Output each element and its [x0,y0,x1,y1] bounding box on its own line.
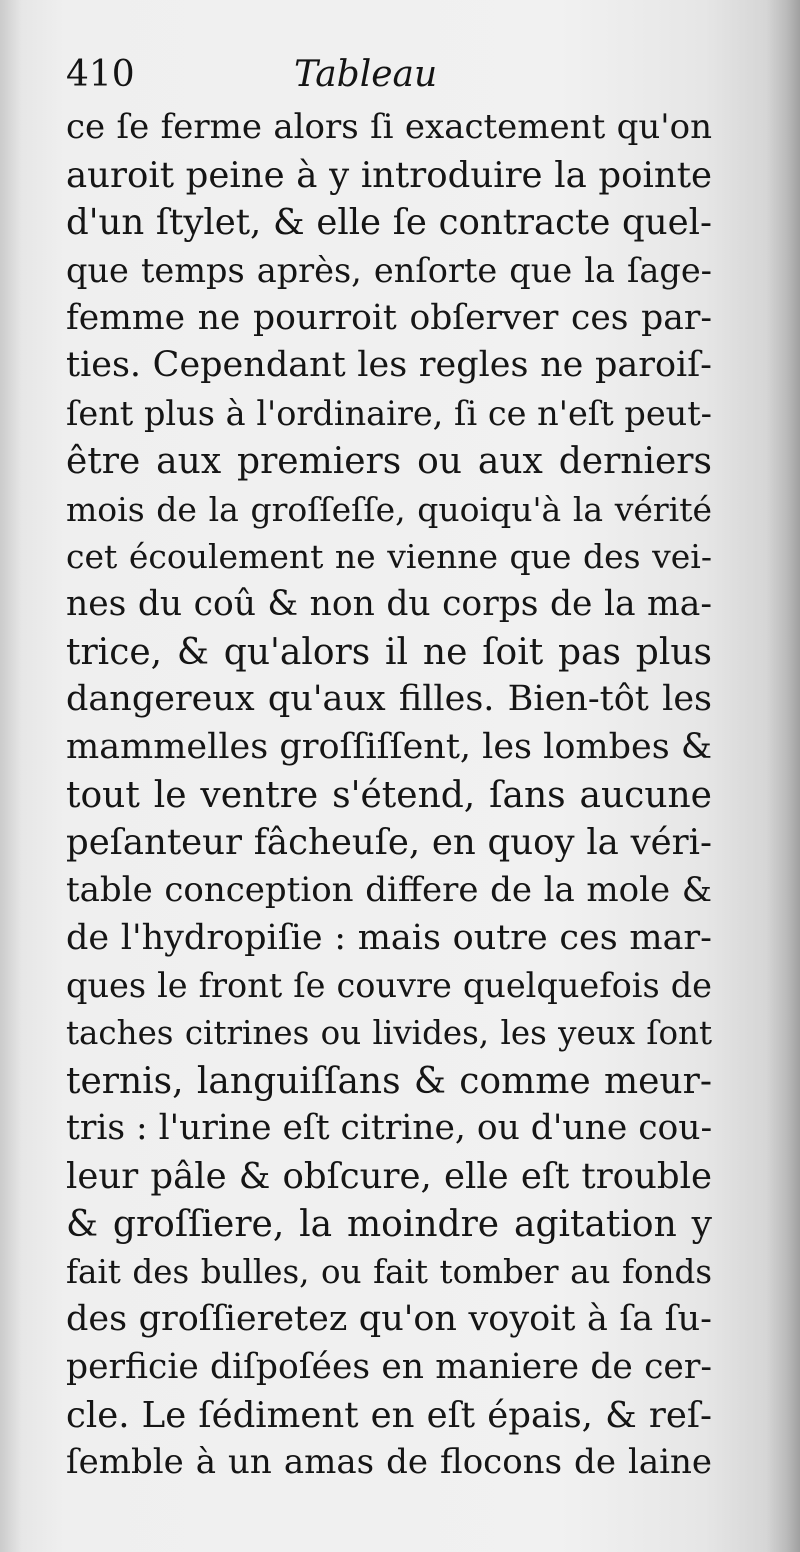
text-line: ties. Cependant les regles ne paroiſ- [66,345,712,386]
text-line: des groſſieretez qu'on voyoit à ſa ſu- [66,1299,712,1340]
text-line: peſanteur fâcheuſe, en quoy la véri- [66,822,712,864]
text-line: ſemble à un amas de flocons de laine [66,1442,712,1483]
text-line: ques le front ſe couvre quelquefois de [66,966,712,1006]
text-line: trice, & qu'alors il ne ſoit pas plus [66,631,712,673]
text-line: dangereux qu'aux filles. Bien-tôt les [66,679,712,720]
text-line: d'un ſtylet, & elle ſe contracte quel- [66,202,712,244]
text-line: mois de la groſſeſſe, quoiqu'à la vérité [66,489,712,529]
running-title: Tableau [294,54,438,95]
text-line: cet écoulement ne vienne que des vei- [66,537,712,577]
text-line: & groſſiere, la moindre agitation y [66,1203,712,1245]
text-line: leur pâle & obſcure, elle eſt trouble [66,1156,712,1198]
text-line: fait des bulles, ou fait tomber au fonds [66,1252,712,1291]
page-left-shadow [0,0,22,1552]
text-line: ce ſe ferme alors ſi exactement qu'on [66,107,712,147]
text-line: cle. Le ſédiment en eſt épais, & reſ- [66,1394,712,1436]
text-line: mammelles groſſiſſent, les lombes & [66,726,712,767]
text-line: être aux premiers ou aux derniers [66,440,712,482]
text-line: taches citrines ou livides, les yeux ſont [66,1014,712,1053]
text-line: de l'hydropiſie : mais outre ces mar- [66,917,712,958]
text-line: ſent plus à l'ordinaire, ſi ce n'eſt peut- [66,394,712,434]
text-line: table conception differe de la mole & [66,870,712,910]
text-line: tris : l'urine eſt citrine, ou d'une cou- [66,1108,713,1149]
text-line: que temps après, enſorte que la ſage- [66,251,712,291]
body-text [66,104,712,1487]
text-line: tout le ventre s'étend, ſans aucune [66,774,712,816]
page-gutter-shadow [766,0,800,1552]
page-header [66,50,706,100]
text-line: ternis, languiſſans & comme meur- [66,1060,712,1102]
text-line: perficie diſpoſées en maniere de cer- [66,1346,712,1387]
text-line: nes du coû & non du corps de la ma- [66,583,712,624]
text-line: auroit peine à y introduire la pointe [66,154,712,196]
page-number: 410 [66,54,135,95]
text-line: femme ne pourroit obſerver ces par- [66,297,712,338]
